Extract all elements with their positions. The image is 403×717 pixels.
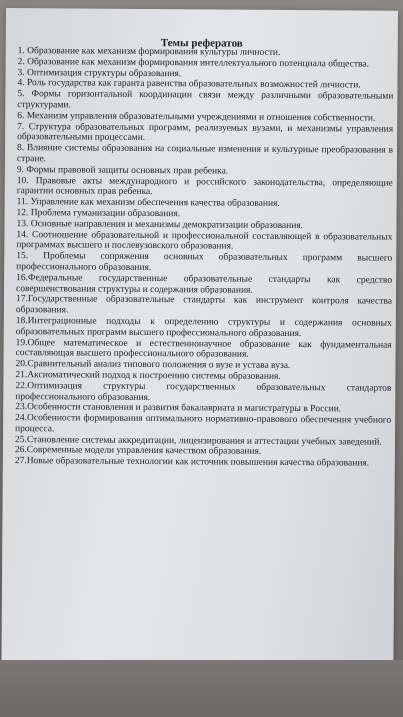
list-item: 17.Государственные образовательные стандарты как инструмент контроля качества образования. (15, 294, 392, 316)
list-item: 19.Общее математическое и естественнонаучное образование как фундаментальная составляющая высшего профессионального образования. (15, 337, 392, 361)
list-item: 14. Соотношение образовательной и профессиональной составляющей в образовательных программах высшего и послевузовского образования. (16, 229, 393, 252)
list-item: 27.Новые образовательные технологии как источник повышения качества образования. (14, 456, 370, 469)
list-item: 5. Формы горизонтальной координации связи между различными образовательными структурами. (17, 89, 394, 111)
list-item: 11. Управление как механизм обеспечения качества образования. (16, 197, 280, 210)
list-item: 13. Основные направления и механизмы демократизации образования. (16, 218, 304, 231)
list-item: 25.Становление системы аккредитации, лицензирования и аттестации учебных заведений. (14, 434, 382, 448)
list-item: 4. Роль государства как гаранта равенства образовательных возможностей личности. (17, 78, 361, 91)
list-item: 6. Механизм управления образовательными учреждениями и отношения собственности. (17, 110, 376, 124)
list-item: 9. Формы правовой защиты основных прав ребенка. (16, 164, 229, 177)
table-surface (0, 660, 403, 717)
document-title: Темы рефератов (160, 37, 243, 50)
list-item: 7. Структура образовательных программ, реализуемых вузами, и механизмы управления образовательными процессами. (17, 121, 394, 144)
list-item: 16.Федеральные государственные образовательные стандарты как средство совершенствования структуры и содержания образования. (16, 272, 393, 296)
list-item: 12. Проблема гуманизации образования. (16, 208, 181, 220)
paper-sheet (1, 8, 398, 663)
list-item: 18.Интеграционные подходы к определению структуры и содержания основных образовательных программ высшего профессионального образования. (15, 315, 392, 339)
list-item: 22.Оптимизация структуры государственных образовательных стандартов профессионального образования. (15, 380, 392, 403)
list-item: 3. Оптимизация структуры образования. (17, 67, 182, 79)
list-item: 10. Правовые акты международного и российского законодательства, определяющие гарантии основных прав ребенка. (16, 175, 393, 198)
list-item: 15. Проблемы сопряжения основных образовательных программ высшего профессионального образования. (16, 251, 393, 273)
list-item: 23.Особенности становления и развития бакалавриата и магистратуры в России. (15, 402, 342, 415)
list-item: 1. Образование как механизм формирования культуры личности. (17, 46, 281, 58)
list-item: 21.Аксиоматический подход к построению системы образования. (15, 369, 281, 382)
list-item: 2. Образование как механизм формирования интеллектуального потенциала общества. (17, 56, 369, 70)
list-item: 20.Сравнительный анализ типового положения о вузе и устава вуза. (15, 359, 291, 372)
list-item: 26.Современные модели управления качеством образования. (14, 445, 262, 458)
list-item: 24.Особенности формирования оптимального нормативно-правового обеспечения учебного процесса. (15, 413, 392, 435)
topic-list (15, 46, 394, 470)
list-item: 8. Влияние системы образования на социальные изменения и культурные преобразования в стране. (16, 143, 394, 165)
